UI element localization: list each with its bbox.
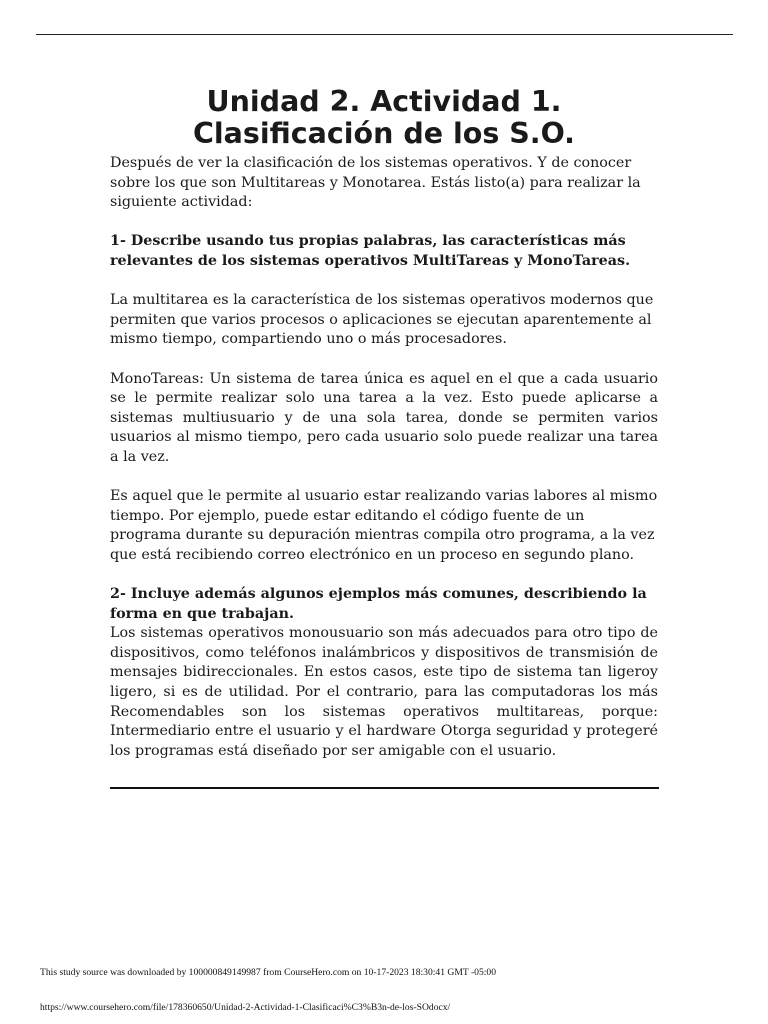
title-line-2: Clasificación de los S.O. [192, 117, 576, 150]
question-1: 1- Describe usando tus propias palabras, las características más relevantes de los sistemas operativos MultiTareas y MonoTareas. [110, 233, 631, 269]
answer-2: Los sistemas operativos monousuario son más adecuados para otro tipo de dispositivos, como teléfonos inalámbricos y dispositivos de transmisión de mensajes bidireccionales. En estos casos, este tipo de sistema tan ligeroy ligero, si es de utilidad. Por el contrario, para las computadoras los más Recomendables son los sistemas operativos multitareas, porque: Intermediario entre el usuario y el hardware Otorga seguridad y protegeré los programas está diseñado por ser amigable con el usuario. [110, 625, 658, 759]
document-body [110, 154, 658, 761]
question-2: 2- Incluye además algunos ejemplos más comunes, describiendo la forma en que trabajan. [110, 586, 647, 622]
spacer [110, 213, 658, 233]
answer-1-monotareas: MonoTareas: Un sistema de tarea única es aquel en el que a cada usuario se le permite realizar solo una tarea a la vez. Esto puede aplicarse a sistemas multiusuario y de una sola tarea, donde se permiten varios usuarios al mismo tiempo, pero cada usuario solo puede realizar una tarea a la vez. [110, 370, 658, 465]
section-end-rule [110, 787, 659, 789]
source-url[interactable]: https://www.coursehero.com/file/178360650/Unidad-2-Actividad-1-Clasificaci%C3%B3n-de-los-SOdocx/ [40, 1002, 451, 1013]
spacer [110, 468, 658, 488]
download-note: This study source was downloaded by 100000849149987 from CourseHero.com on 10-17-2023 18:30:41 GMT -05:00 [40, 967, 497, 978]
answer-1-extra: Es aquel que le permite al usuario estar realizando varias labores al mismo tiempo. Por ejemplo, puede estar editando el código fuente de un programa durante su depuración mientras compila otro programa, a la vez que está recibiendo correo electrónico en un proceso en segundo plano. [110, 488, 658, 563]
spacer [110, 272, 658, 292]
page-title [110, 86, 658, 150]
spacer [110, 565, 658, 585]
header-rule [36, 34, 733, 35]
spacer [110, 350, 658, 370]
title-line-1: Unidad 2. Actividad 1. [206, 85, 562, 118]
intro-paragraph: Después de ver la clasificación de los sistemas operativos. Y de conocer sobre los que son Multitareas y Monotarea. Estás listo(a) para realizar la siguiente actividad: [110, 155, 641, 211]
answer-1-multitarea: La multitarea es la característica de los sistemas operativos modernos que permiten que varios procesos o aplicaciones se ejecutan aparentemente al mismo tiempo, compartiendo uno o más procesadores. [110, 292, 654, 348]
